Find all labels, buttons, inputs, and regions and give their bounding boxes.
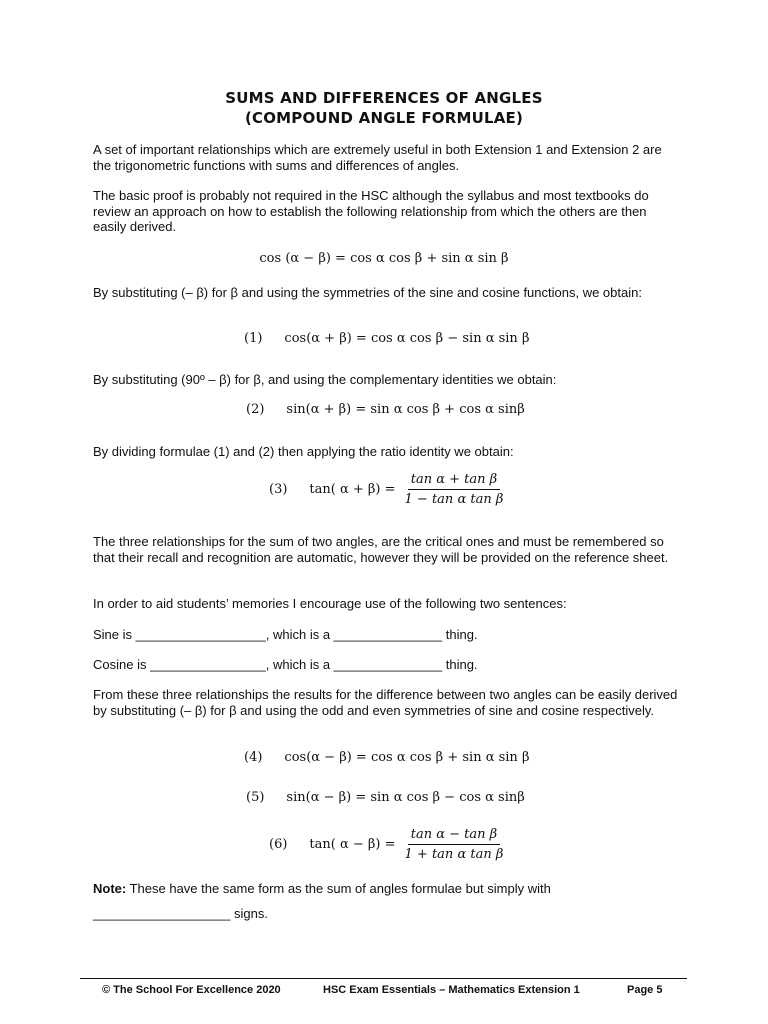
footer-copyright: © The School For Excellence 2020 [102, 984, 281, 996]
formula-3-number: (3) [269, 482, 288, 497]
footer-course-title: HSC Exam Essentials – Mathematics Extension 1 [323, 984, 580, 996]
critical-paragraph: The three relationships for the sum of two angles, are the critical ones and must be remembered so that their recall and recognition are automatic, however they will be provided on the reference sheet. [93, 534, 669, 565]
formula-5-number: (5) [246, 790, 265, 805]
footer-divider [80, 978, 687, 979]
formula-3-numerator: tan α + tan β [408, 472, 500, 490]
page-title-line1: SUMS AND DIFFERENCES OF ANGLES [225, 89, 543, 107]
formula-4 [244, 750, 529, 765]
note-blank-line: ___________________ signs. [93, 906, 268, 921]
formula-2-number: (2) [246, 402, 265, 417]
formula-6 [269, 827, 506, 862]
formula-5-text: sin(α − β) = sin α cos β − cos α sinβ [286, 790, 525, 805]
footer-page-number: Page 5 [627, 984, 663, 996]
complementary-paragraph: By substituting (90º – β) for β, and using the complementary identities we obtain: [93, 372, 557, 387]
formula-6-denominator: 1 + tan α tan β [404, 847, 504, 862]
memory-aid-paragraph: In order to aid students’ memories I encourage use of the following two sentences: [93, 596, 567, 611]
formula-6-number: (6) [269, 837, 288, 852]
formula-6-numerator: tan α − tan β [408, 827, 500, 845]
ratio-paragraph: By dividing formulae (1) and (2) then applying the ratio identity we obtain: [93, 444, 514, 459]
substitution-paragraph: By substituting (– β) for β and using the symmetries of the sine and cosine functions, we obtain: [93, 285, 642, 300]
page-title-line2: (COMPOUND ANGLE FORMULAE) [244, 109, 524, 127]
formula-3-fraction [402, 472, 507, 507]
formula-2 [246, 402, 525, 417]
intro-paragraph: A set of important relationships which are extremely useful in both Extension 1 and Extension 2 are the trigonometric functions with sums and differences of angles. [93, 142, 662, 173]
formula-4-text: cos(α − β) = cos α cos β + sin α sin β [284, 750, 530, 765]
proof-paragraph: The basic proof is probably not required in the HSC although the syllabus and most textbooks do review an approach on how to establish the following relationship from which the others are then easily derived. [93, 188, 649, 234]
base-formula: cos (α − β) = cos α cos β + sin α sin β [259, 251, 509, 266]
formula-5 [246, 790, 525, 805]
note-text: These have the same form as the sum of angles formulae but simply with [126, 881, 551, 896]
formula-2-text: sin(α + β) = sin α cos β + cos α sinβ [286, 402, 525, 417]
formula-3-denominator: 1 − tan α tan β [404, 492, 504, 507]
formula-4-number: (4) [244, 750, 263, 765]
note-paragraph [93, 881, 683, 897]
difference-paragraph: From these three relationships the results for the difference between two angles can be easily derived by substituting (– β) for β and using the odd and even symmetries of sine and cosine respectively. [93, 687, 678, 718]
note-label: Note: [93, 881, 127, 896]
formula-6-lhs: tan( α − β) = [309, 837, 396, 852]
cosine-sentence: Cosine is ________________, which is a _______________ thing. [93, 657, 478, 672]
formula-6-fraction [402, 827, 507, 862]
formula-1-number: (1) [244, 331, 263, 346]
formula-1 [244, 331, 529, 346]
formula-3-lhs: tan( α + β) = [309, 482, 396, 497]
formula-1-text: cos(α + β) = cos α cos β − sin α sin β [284, 331, 530, 346]
sine-sentence: Sine is __________________, which is a _______________ thing. [93, 627, 478, 642]
formula-3 [269, 472, 506, 507]
